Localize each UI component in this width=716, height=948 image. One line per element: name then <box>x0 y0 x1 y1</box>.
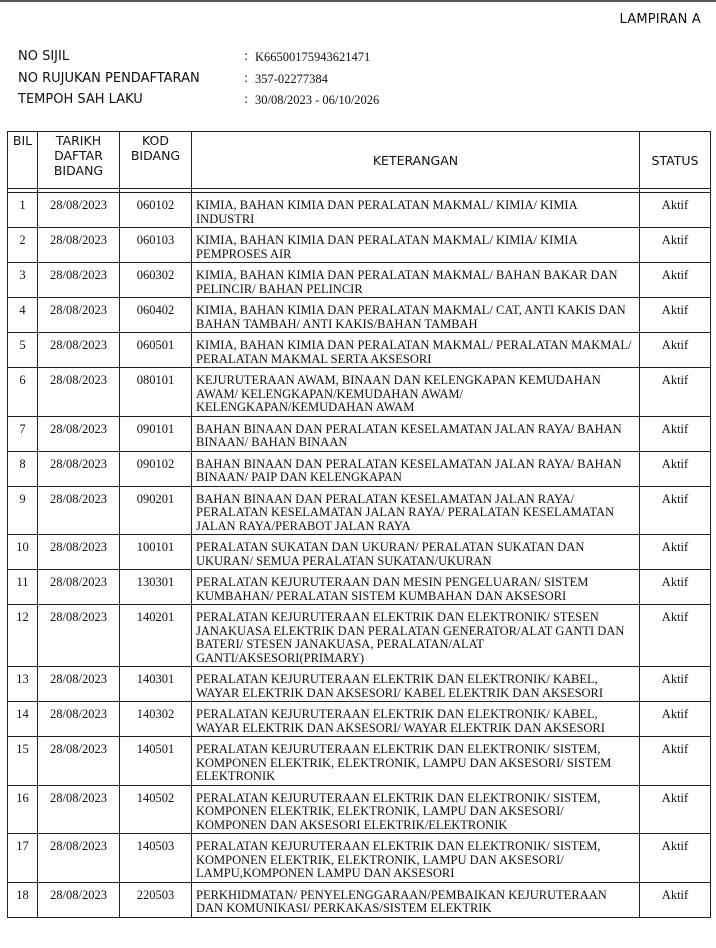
cell-status: Aktif <box>640 834 711 883</box>
cell-kod: 140302 <box>120 702 192 737</box>
cell-keterangan: PERALATAN KEJURUTERAAN ELEKTRIK DAN ELEKTRONIK/ SISTEM, KOMPONEN ELEKTRIK, ELEKTRONIK, LAMPU DAN AKSESORI/ KOMPONEN DAN AKSESORI ELEKTRIK/ELEKTRONIK <box>192 785 640 834</box>
info-label: TEMPOH SAH LAKU <box>18 92 143 107</box>
cell-kod: 130301 <box>120 570 192 605</box>
header-kod: KOD BIDANG <box>120 132 192 189</box>
info-colon: : <box>244 92 249 106</box>
cell-keterangan: KIMIA, BAHAN KIMIA DAN PERALATAN MAKMAL/ PERALATAN MAKMAL/ PERALATAN MAKMAL SERTA AKSESORI <box>192 333 640 368</box>
table-row <box>8 834 711 883</box>
cell-kod: 060402 <box>120 298 192 333</box>
cell-tarikh: 28/08/2023 <box>38 451 120 486</box>
cell-bil: 7 <box>8 416 38 451</box>
cell-bil: 1 <box>8 193 38 228</box>
cell-keterangan: PERALATAN SUKATAN DAN UKURAN/ PERALATAN SUKATAN DAN UKURAN/ SEMUA PERALATAN SUKATAN/UKURAN <box>192 535 640 570</box>
cell-tarikh: 28/08/2023 <box>38 785 120 834</box>
cell-kod: 100101 <box>120 535 192 570</box>
cell-kod: 080101 <box>120 368 192 417</box>
cell-kod: 140301 <box>120 667 192 702</box>
table-row <box>8 486 711 535</box>
table-row <box>8 667 711 702</box>
cell-status: Aktif <box>640 702 711 737</box>
table-row <box>8 298 711 333</box>
table-row <box>8 451 711 486</box>
cell-tarikh: 28/08/2023 <box>38 737 120 786</box>
cell-status: Aktif <box>640 228 711 263</box>
cell-bil: 4 <box>8 298 38 333</box>
cell-tarikh: 28/08/2023 <box>38 486 120 535</box>
cell-tarikh: 28/08/2023 <box>38 535 120 570</box>
cell-bil: 5 <box>8 333 38 368</box>
cell-kod: 140501 <box>120 737 192 786</box>
cell-bil: 8 <box>8 451 38 486</box>
lampiran-label: LAMPIRAN A <box>619 12 701 27</box>
cell-bil: 13 <box>8 667 38 702</box>
cell-keterangan: KIMIA, BAHAN KIMIA DAN PERALATAN MAKMAL/ KIMIA/ KIMIA PEMPROSES AIR <box>192 228 640 263</box>
cell-tarikh: 28/08/2023 <box>38 333 120 368</box>
cell-keterangan: PERKHIDMATAN/ PENYELENGGARAAN/PEMBAIKAN KEJURUTERAAN DAN KOMUNIKASI/ PERKAKAS/SISTEM ELEKTRIK <box>192 882 640 917</box>
table-row <box>8 228 711 263</box>
table-row <box>8 702 711 737</box>
header-tarikh: TARIKH DAFTAR BIDANG <box>38 132 120 189</box>
bidang-table <box>7 131 711 918</box>
cell-keterangan: KIMIA, BAHAN KIMIA DAN PERALATAN MAKMAL/ CAT, ANTI KAKIS DAN BAHAN TAMBAH/ ANTI KAKIS/BAHAN TAMBAH <box>192 298 640 333</box>
cell-status: Aktif <box>640 535 711 570</box>
cell-bil: 10 <box>8 535 38 570</box>
cell-status: Aktif <box>640 368 711 417</box>
cell-status: Aktif <box>640 737 711 786</box>
cell-kod: 090102 <box>120 451 192 486</box>
cell-kod: 140502 <box>120 785 192 834</box>
cell-bil: 2 <box>8 228 38 263</box>
top-rule <box>0 0 716 2</box>
cell-tarikh: 28/08/2023 <box>38 228 120 263</box>
cell-keterangan: BAHAN BINAAN DAN PERALATAN KESELAMATAN JALAN RAYA/ BAHAN BINAAN/ BAHAN BINAAN <box>192 416 640 451</box>
cell-tarikh: 28/08/2023 <box>38 193 120 228</box>
cell-status: Aktif <box>640 193 711 228</box>
cell-kod: 090101 <box>120 416 192 451</box>
info-label: NO SIJIL <box>18 49 70 64</box>
cell-status: Aktif <box>640 667 711 702</box>
cell-keterangan: BAHAN BINAAN DAN PERALATAN KESELAMATAN JALAN RAYA/ PERALATAN KESELAMATAN JALAN RAYA/ PERALATAN KESELAMATAN JALAN RAYA/PERABOT JALAN RAYA <box>192 486 640 535</box>
cell-status: Aktif <box>640 570 711 605</box>
cell-bil: 14 <box>8 702 38 737</box>
cell-keterangan: BAHAN BINAAN DAN PERALATAN KESELAMATAN JALAN RAYA/ BAHAN BINAAN/ PAIP DAN KELENGKAPAN <box>192 451 640 486</box>
table-row <box>8 605 711 667</box>
cell-bil: 3 <box>8 263 38 298</box>
info-label: NO RUJUKAN PENDAFTARAN <box>18 70 200 86</box>
cell-tarikh: 28/08/2023 <box>38 702 120 737</box>
cell-status: Aktif <box>640 298 711 333</box>
cell-status: Aktif <box>640 263 711 298</box>
header-status: STATUS <box>640 132 711 189</box>
table-row <box>8 368 711 417</box>
cell-keterangan: KEJURUTERAAN AWAM, BINAAN DAN KELENGKAPAN KEMUDAHAN AWAM/ KELENGKAPAN/KEMUDAHAN AWAM/ KELENGKAPAN/KEMUDAHAN AWAM <box>192 368 640 417</box>
cell-kod: 090201 <box>120 486 192 535</box>
cell-kod: 140201 <box>120 605 192 667</box>
cell-keterangan: PERALATAN KEJURUTERAAN ELEKTRIK DAN ELEKTRONIK/ KABEL, WAYAR ELEKTRIK DAN AKSESORI/ WAYAR ELEKTRIK DAN AKSESORI <box>192 702 640 737</box>
info-colon: : <box>244 49 249 63</box>
table-row <box>8 263 711 298</box>
cell-status: Aktif <box>640 451 711 486</box>
cell-bil: 11 <box>8 570 38 605</box>
cell-bil: 16 <box>8 785 38 834</box>
cell-status: Aktif <box>640 333 711 368</box>
table-row <box>8 785 711 834</box>
table-body <box>8 189 711 918</box>
cell-bil: 17 <box>8 834 38 883</box>
table-row <box>8 882 711 917</box>
table-header-row <box>8 132 711 189</box>
table-row <box>8 416 711 451</box>
cell-keterangan: PERALATAN KEJURUTERAAN ELEKTRIK DAN ELEKTRONIK/ STESEN JANAKUASA ELEKTRIK DAN PERALATAN GENERATOR/ALAT GANTI DAN BATERI/ STESEN JANAKUASA, PERALATAN/ALAT GANTI/AKSESORI(PRIMARY) <box>192 605 640 667</box>
cell-bil: 9 <box>8 486 38 535</box>
header-bil: BIL <box>8 132 38 189</box>
cell-keterangan: PERALATAN KEJURUTERAAN ELEKTRIK DAN ELEKTRONIK/ KABEL, WAYAR ELEKTRIK DAN AKSESORI/ KABEL ELEKTRIK DAN AKSESORI <box>192 667 640 702</box>
cell-status: Aktif <box>640 882 711 917</box>
cell-status: Aktif <box>640 785 711 834</box>
cell-status: Aktif <box>640 605 711 667</box>
cell-tarikh: 28/08/2023 <box>38 416 120 451</box>
table-row <box>8 570 711 605</box>
cell-tarikh: 28/08/2023 <box>38 605 120 667</box>
cell-tarikh: 28/08/2023 <box>38 298 120 333</box>
cell-tarikh: 28/08/2023 <box>38 368 120 417</box>
cell-bil: 15 <box>8 737 38 786</box>
cell-keterangan: PERALATAN KEJURUTERAAN DAN MESIN PENGELUARAN/ SISTEM KUMBAHAN/ PERALATAN SISTEM KUMBAHAN DAN AKSESORI <box>192 570 640 605</box>
cell-tarikh: 28/08/2023 <box>38 570 120 605</box>
cell-kod: 060501 <box>120 333 192 368</box>
cell-status: Aktif <box>640 416 711 451</box>
info-value: 357-02277384 <box>255 71 328 86</box>
cell-kod: 060102 <box>120 193 192 228</box>
cell-status: Aktif <box>640 486 711 535</box>
header-keterangan: KETERANGAN <box>192 132 640 189</box>
cell-keterangan: PERALATAN KEJURUTERAAN ELEKTRIK DAN ELEKTRONIK/ SISTEM, KOMPONEN ELEKTRIK, ELEKTRONIK, LAMPU DAN AKSESORI/ SISTEM ELEKTRONIK <box>192 737 640 786</box>
table-row <box>8 737 711 786</box>
cell-tarikh: 28/08/2023 <box>38 263 120 298</box>
cell-tarikh: 28/08/2023 <box>38 882 120 917</box>
cell-keterangan: PERALATAN KEJURUTERAAN ELEKTRIK DAN ELEKTRONIK/ SISTEM, KOMPONEN ELEKTRIK, ELEKTRONIK, LAMPU DAN AKSESORI/ LAMPU,KOMPONEN LAMPU DAN AKSESORI <box>192 834 640 883</box>
cell-keterangan: KIMIA, BAHAN KIMIA DAN PERALATAN MAKMAL/ BAHAN BAKAR DAN PELINCIR/ BAHAN PELINCIR <box>192 263 640 298</box>
cell-kod: 140503 <box>120 834 192 883</box>
info-value: K66500175943621471 <box>255 50 371 64</box>
cell-kod: 220503 <box>120 882 192 917</box>
table-row <box>8 535 711 570</box>
cell-kod: 060103 <box>120 228 192 263</box>
cell-tarikh: 28/08/2023 <box>38 667 120 702</box>
cell-bil: 18 <box>8 882 38 917</box>
cell-kod: 060302 <box>120 263 192 298</box>
info-colon: : <box>244 70 249 85</box>
cell-bil: 12 <box>8 605 38 667</box>
cell-tarikh: 28/08/2023 <box>38 834 120 883</box>
cell-keterangan: KIMIA, BAHAN KIMIA DAN PERALATAN MAKMAL/ KIMIA/ KIMIA INDUSTRI <box>192 193 640 228</box>
table-row <box>8 193 711 228</box>
info-value: 30/08/2023 - 06/10/2026 <box>255 93 380 107</box>
table-row <box>8 333 711 368</box>
cell-bil: 6 <box>8 368 38 417</box>
